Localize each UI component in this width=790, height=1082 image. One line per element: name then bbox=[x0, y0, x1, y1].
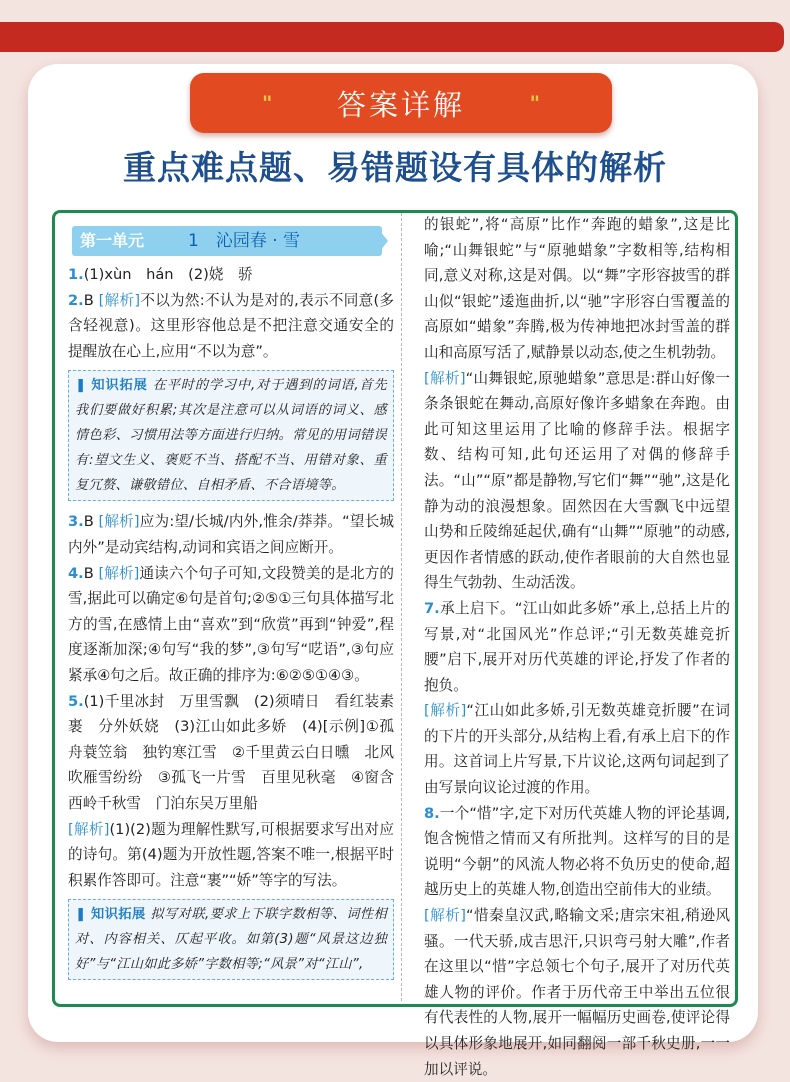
analysis-tag: [解析] bbox=[424, 907, 466, 925]
knowledge-icon: ❚ bbox=[75, 378, 87, 394]
quote-mark-right: " bbox=[529, 91, 540, 115]
unit-header bbox=[68, 222, 394, 258]
item-number: 5. bbox=[68, 692, 84, 710]
analysis-item bbox=[424, 698, 730, 800]
analysis-text: 通读六个句子可知,文段赞美的是北方的雪,据此可以确定⑥句是首句;②⑤①三句具体描写北方的雪,在感情上由“喜欢”到“欣赏”再到“钟爱”,程度逐渐加深;④句写“我的梦”,③句写“呓语”,③句应紧承④句之后。故正确的排序为:⑥②⑤①④③。 bbox=[68, 564, 395, 684]
answer-text: 一个“惜”字,定下对历代英雄人物的评论基调,饱含惋惜之情而又有所批判。这样写的目的是说明“今朝”的风流人物必将不负历史的使命,超越历史上的英雄人物,创造出空前伟大的业绩。 bbox=[424, 804, 730, 899]
answer-text: (1)xùn hán (2)娆 骄 bbox=[83, 266, 253, 283]
analysis-text: 应为:望/长城/内外,惟余/莽莽。“望长城内外”是动宾结构,动词和宾语之间应断开。 bbox=[68, 513, 394, 556]
right-column bbox=[424, 212, 730, 1082]
unit-arrow-icon bbox=[376, 226, 388, 256]
unit-label: 第一单元 bbox=[80, 231, 145, 250]
analysis-text: “山舞银蛇,原驰蜡象”意思是:群山好像一条条银蛇在舞动,高原好像许多蜡象在奔跑。由此可知这里运用了比喻的修辞手法。根据字数、结构可知,此句还运用了对偶的修辞手法。“山”“原”都是静物,写它们“舞”“驰”,这是化静为动的浪漫想象。固然因在大雪飘飞中远望山势和丘陵绵延起伏,确有“山舞”“原驰”的动感,更因作者情感的跃动,使作者眼前的大自然也显得生气勃勃、生动活泼。 bbox=[424, 369, 730, 592]
knowledge-text: 在平时的学习中,对于遇到的词语,首先我们要做好积累;其次是注意可以从词语的词义、感情色彩、习惯用法等方面进行归纳。常见的用词错误有:望文生义、褒贬不当、搭配不当、用错对象、重复冗赘、谦敬错位、自相矛盾、不合语境等。 bbox=[75, 378, 387, 494]
left-column bbox=[68, 222, 394, 988]
analysis-item bbox=[424, 366, 730, 596]
analysis-item bbox=[68, 817, 394, 894]
analysis-text: (1)(2)题为理解性默写,可根据要求写出对应的诗句。第(4)题为开放性题,答案不唯一,根据平时积累作答即可。注意“裹”“娇”等字的写法。 bbox=[68, 820, 394, 889]
analysis-text: 不以为然:不认为是对的,表示不同意(多含轻视意)。这里形容他总是不把注意交通安全的提醒放在心上,应用“不以为意”。 bbox=[68, 291, 394, 360]
knowledge-title: 知识拓展 bbox=[91, 378, 148, 394]
answer-item bbox=[68, 561, 394, 689]
answer-text: (1)千里冰封 万里雪飘 (2)须晴日 看红装素裹 分外妖娆 (3)江山如此多娇 (4)[示例]①孤舟蓑笠翁 独钓寒江雪 ②千里黄云白日曛 北风吹雁雪纷纷 ③孤飞一片雪 百里见秋毫 ④窗含西岭千秋雪 门泊东吴万里船 bbox=[68, 692, 394, 812]
item-number: 1. bbox=[68, 266, 84, 283]
answer-item bbox=[68, 288, 394, 365]
analysis-tag: [解析] bbox=[68, 820, 110, 838]
continued-text: 的银蛇”,将“高原”比作“奔跑的蜡象”,这是比喻;“山舞银蛇”与“原驰蜡象”字数相等,结构相同,意义对称,这是对偶。以“舞”字形容披雪的群山似“银蛇”逶迤曲折,以“驰”字形容白雪覆盖的高原如“蜡象”奔腾,极为传神地把冰封雪盖的群山和高原写活了,赋静景以动态,使之生机勃勃。 bbox=[424, 216, 730, 361]
answer-item bbox=[424, 596, 730, 698]
analysis-tag: [解析] bbox=[98, 564, 140, 582]
column-divider bbox=[401, 213, 402, 1001]
knowledge-text: 拟写对联,要求上下联字数相等、词性相对、内容相关、仄起平收。如第(3)题“风景这边独好”与“江山如此多娇”字数相等;“风景”对“江山”, bbox=[75, 907, 388, 973]
lesson-title: 1 沁园春 · 雪 bbox=[188, 231, 301, 251]
knowledge-box bbox=[68, 370, 394, 501]
item-number: 2. bbox=[68, 291, 84, 309]
analysis-tag: [解析] bbox=[98, 513, 140, 531]
analysis-tag: [解析] bbox=[424, 702, 467, 720]
knowledge-icon: ❚ bbox=[75, 907, 87, 923]
item-number: 3. bbox=[68, 513, 84, 531]
item-number: 4. bbox=[68, 564, 84, 582]
answer-item bbox=[68, 689, 394, 817]
answer-choice: B bbox=[83, 513, 94, 531]
answer-item bbox=[68, 509, 394, 560]
top-red-bar bbox=[0, 22, 784, 52]
answer-choice: B bbox=[83, 291, 94, 309]
title-banner bbox=[190, 73, 612, 133]
answer-item bbox=[68, 262, 394, 288]
item-number: 7. bbox=[424, 599, 440, 617]
item-number: 8. bbox=[424, 804, 440, 822]
analysis-text: “惜秦皇汉武,略输文采;唐宗宋祖,稍逊风骚。一代天骄,成吉思汗,只识弯弓射大雕”,作者在这里以“惜”字总领七个句子,展开了对历代英雄人物的评价。作者于历代帝王中举出五位很有代表性的人物,展开一幅幅历史画卷,使评论得以具体形象地展开,如同翻阅一部千秋史册,一一加以评说。 bbox=[424, 907, 730, 1078]
knowledge-title: 知识拓展 bbox=[91, 907, 146, 923]
banner-title: 答案详解 bbox=[336, 87, 465, 122]
answer-choice: B bbox=[83, 564, 94, 582]
analysis-tag: [解析] bbox=[424, 369, 466, 387]
analysis-tag: [解析] bbox=[98, 291, 141, 309]
page-subtitle: 重点难点题、易错题设有具体的解析 bbox=[123, 148, 667, 187]
quote-mark-left: " bbox=[262, 91, 273, 115]
answer-text: 承上启下。“江山如此多娇”承上,总括上片的写景,对“北国风光”作总评;“引无数英雄竞折腰”启下,展开对历代英雄的评论,抒发了作者的抱负。 bbox=[424, 599, 730, 694]
analysis-text: “江山如此多娇,引无数英雄竞折腰”在词的下片的开头部分,从结构上看,有承上启下的作用。这首词上片写景,下片议论,这两句词起到了由写景向议论过渡的作用。 bbox=[424, 702, 730, 797]
knowledge-box bbox=[68, 899, 394, 980]
analysis-item bbox=[424, 903, 730, 1082]
answer-item bbox=[424, 801, 730, 903]
